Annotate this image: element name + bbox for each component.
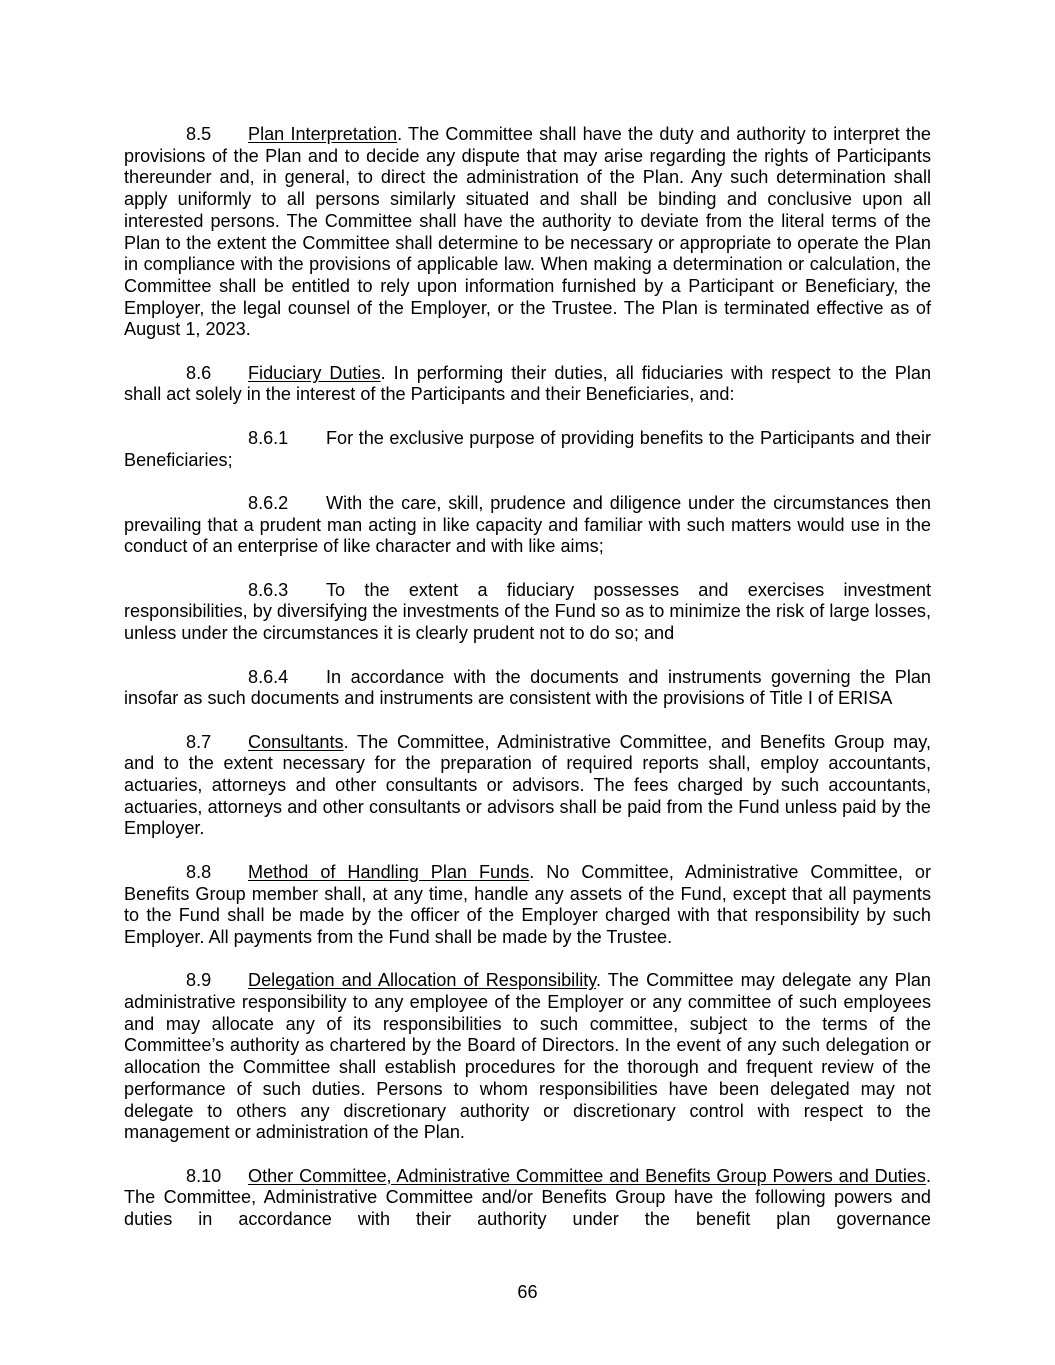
- subsection-number: 8.6.3: [248, 579, 289, 600]
- subsection-number: 8.6.1: [248, 427, 289, 448]
- section-number: 8.9: [186, 970, 212, 991]
- section-number: 8.7: [186, 731, 212, 752]
- subsection-text: To the extent a fiduciary possesses and exercises investment responsibilities, by diversifying the investments of the Fund so as to minimize the risk of large losses, unless under the circumstances it is clearly prudent not to do so; and: [124, 579, 931, 644]
- section-number: 8.8: [186, 861, 212, 882]
- section-heading: Other Committee, Administrative Committee and Benefits Group Powers and Duties: [248, 1165, 926, 1186]
- section-8-9: [124, 970, 931, 1144]
- section-8-7: [124, 732, 931, 841]
- section-number: 8.6: [186, 362, 212, 383]
- section-8-6: [124, 363, 931, 406]
- subsection-text: For the exclusive purpose of providing benefits to the Participants and their Beneficiaries;: [124, 427, 931, 470]
- section-text: . No Committee, Administrative Committee, or Benefits Group member shall, at any time, handle any assets of the Fund, except that all payments to the Fund shall be made by the officer of the Employer charged with that responsibility by such Employer. All payments from the Fund shall be made by the Trustee.: [124, 861, 931, 947]
- section-text: . In performing their duties, all fiduciaries with respect to the Plan shall act solely in the interest of the Participants and their Beneficiaries, and:: [124, 362, 932, 405]
- subsection-number: 8.6.4: [248, 666, 289, 687]
- subsection-8-6-2: [124, 493, 931, 558]
- subsection-text: In accordance with the documents and instruments governing the Plan insofar as such documents and instruments are consistent with the provisions of Title I of ERISA: [124, 666, 931, 709]
- section-8-8: [124, 862, 931, 949]
- section-text: . The Committee may delegate any Plan administrative responsibility to any employee of the Employer or any committee of such employees and may allocate any of its responsibilities to such committee, subject to the terms of the Committee’s authority as chartered by the Board of Directors. In the event of any such delegation or allocation the Committee shall establish procedures for the thorough and frequent review of the performance of such duties. Persons to whom responsibilities have been delegated may not delegate to others any discretionary authority or discretionary control with respect to the management or administration of the Plan.: [124, 970, 931, 1143]
- subsection-8-6-3: [124, 580, 931, 645]
- section-heading: Delegation and Allocation of Responsibility: [248, 970, 596, 991]
- section-8-5: [124, 124, 931, 341]
- page-number: 66: [517, 1282, 538, 1302]
- section-heading: Plan Interpretation: [248, 124, 398, 144]
- subsection-number: 8.6.2: [248, 492, 289, 513]
- section-number: 8.5: [186, 124, 212, 144]
- section-heading: Consultants: [248, 731, 344, 752]
- section-heading: Method of Handling Plan Funds: [248, 861, 530, 882]
- subsection-text: With the care, skill, prudence and diligence under the circumstances then prevailing that a prudent man acting in like capacity and familiar with such matters would use in the conduct of an enterprise of like character and with like aims;: [124, 492, 931, 557]
- section-number: 8.10: [186, 1165, 222, 1186]
- section-text: . The Committee, Administrative Committee and/or Benefits Group have the following powers and duties in accordance with their authority under the benefit plan governance: [124, 1165, 931, 1230]
- section-text: . The Committee shall have the duty and authority to interpret the provisions of the Plan and to decide any dispute that may arise regarding the rights of Participants thereunder and, in general, to direct the administration of the Plan. Any such determination shall apply uniformly to all persons similarly situated and shall be binding and conclusive upon all interested persons. The Committee shall have the authority to deviate from the literal terms of the Plan to the extent the Committee shall determine to be necessary or appropriate to operate the Plan in compliance with the provisions of applicable law. When making a determination or calculation, the Committee shall be entitled to rely upon information furnished by a Participant or Beneficiary, the Employer, the legal counsel of the Employer, or the Trustee. The Plan is terminated effective as of August 1, 2023.: [124, 124, 931, 340]
- subsection-8-6-4: [124, 667, 931, 710]
- section-heading: Fiduciary Duties: [248, 362, 381, 383]
- document-page: [124, 124, 931, 1252]
- section-8-10: [124, 1166, 931, 1231]
- section-text: . The Committee, Administrative Committee, and Benefits Group may, and to the extent necessary for the preparation of required reports shall, employ accountants, actuaries, attorneys and other consultants or advisors. The fees charged by such accountants, actuaries, attorneys and other consultants or advisors shall be paid from the Fund unless paid by the Employer.: [124, 731, 931, 839]
- subsection-8-6-1: [124, 428, 931, 471]
